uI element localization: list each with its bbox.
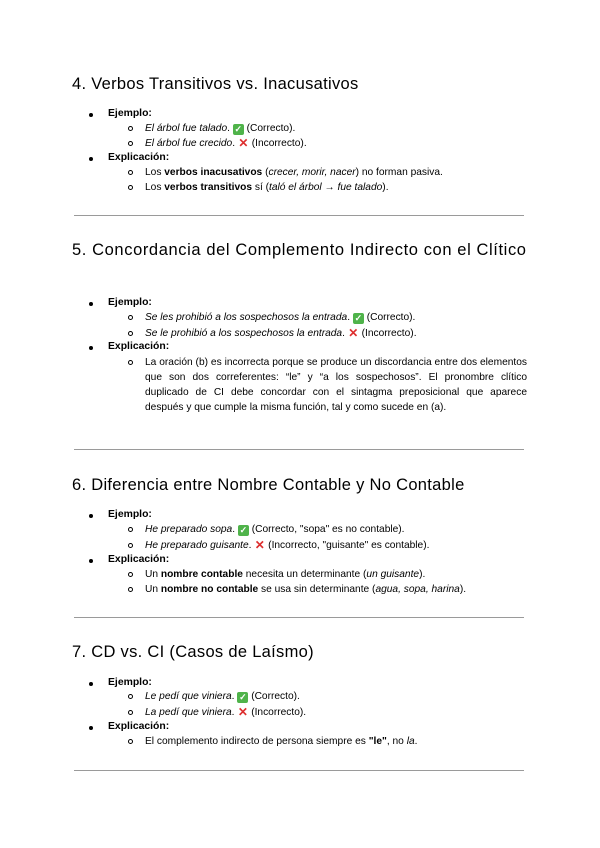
- example-sentence: Le pedí que viniera: [145, 691, 232, 702]
- text: se usa sin determinante (: [258, 584, 376, 595]
- text: , no: [386, 736, 407, 747]
- explicacion-label: Explicación:: [108, 341, 170, 352]
- text: Un: [145, 584, 161, 595]
- example-sentence: He preparado sopa: [145, 524, 233, 535]
- document-page: 4. Verbos Transitivos vs. Inacusativos Ejemplo: El árbol fue talado. ✓ (Correcto). El árbol fue crecido. ✕ (Incorrecto). Explicación: Los verbos inacusativos (crecer, morir, nacer) no forman pasiva. Los verbos transitivos sí (taló el árbol → fue talado). 5. Concordancia del Complemento Indirecto con el Clítico Ejemplo: Se les prohibió a los sospechosos la entrada. ✓ (Correcto). Se le prohibió a los sospechosos la entrada. ✕ (Incorrecto). Explicación: La oración (b) es incorrecta porque se produce un discordancia entre dos elementos que son dos correferentes: “le” y “a los sospechosos”. El pronombre clítico duplicado de CI debe concordar con el sintagma preposicional que aparece después y que cumple la misma función, tal y como sucede en (a). 6. Diferencia entre Nombre Contable y No Contable Ejemplo: He preparado sopa. ✓ (Correcto, "sopa" es no contable). He preparado guisante. ✕ (Incorrecto, "guisante" es contable). Explicación: Un nombre contable necesita un determinante (un guisante). Un nombre no contable se usa sin determinante (agua, sopa, harina). 7. CD vs. CI (Casos de Laísmo) Ejemplo: Le pedí que viniera. ✓ (Correcto). La pedí que viniera. ✕ (Incorrecto). Explicación: El complemento indirecto de persona siempre es "le", no la.: [0, 0, 600, 848]
- bullet: [89, 346, 93, 350]
- italic-text: la: [406, 736, 415, 747]
- check-mark-icon: ✓: [354, 313, 363, 323]
- sub-bullet: [128, 360, 133, 365]
- ejemplo-label: Ejemplo:: [108, 677, 152, 688]
- ejemplo-label: Ejemplo:: [108, 108, 152, 119]
- text: ) no forman pasiva.: [355, 167, 443, 178]
- check-mark-icon: ✓: [234, 124, 243, 134]
- example-sentence: Se le prohibió a los sospechosos la entrada: [145, 328, 343, 339]
- text: El complemento indirecto de persona siempre es: [145, 736, 369, 747]
- text: Los: [145, 167, 165, 178]
- explicacion-label: Explicación:: [108, 152, 170, 163]
- divider: [74, 770, 524, 771]
- example-note: (Correcto).: [246, 123, 296, 134]
- ejemplo-label: Ejemplo:: [108, 297, 152, 308]
- section-title: 6. Diferencia entre Nombre Contable y No Contable: [72, 476, 465, 494]
- text: ).: [382, 182, 389, 193]
- text: necesita un determinante (: [242, 569, 367, 580]
- divider: [74, 617, 524, 618]
- example-note: (Incorrecto).: [361, 328, 417, 339]
- sub-bullet: [128, 141, 133, 146]
- text: ).: [459, 584, 467, 595]
- bold-term: verbos inacusativos: [164, 167, 263, 178]
- divider: [74, 215, 524, 216]
- example-note: (Incorrecto, "guisante" es contable).: [268, 540, 430, 551]
- example-note: (Correcto, "sopa" es no contable).: [251, 524, 405, 535]
- sub-bullet: [128, 185, 133, 190]
- text: (: [262, 167, 269, 178]
- cross-mark-icon: ✕: [348, 326, 359, 340]
- bullet: [89, 559, 93, 563]
- example-sentence: El árbol fue talado: [145, 123, 228, 134]
- text: Los: [145, 182, 165, 193]
- example-note: (Incorrecto).: [251, 138, 307, 149]
- sub-bullet: [128, 587, 133, 592]
- sub-bullet: [128, 331, 133, 336]
- italic-text: un guisante: [366, 569, 420, 580]
- bullet: [89, 514, 93, 518]
- bold-term: nombre contable: [160, 569, 243, 580]
- italic-text: crecer, morir, nacer: [268, 167, 356, 178]
- explanation-paragraph: La oración (b) es incorrecta porque se produce un discordancia entre dos elementos que son dos correferentes: “le” y “a los sospechosos”. El pronombre clítico duplicado de CI debe concordar con el sintagma preposicional que aparece después y que cumple la misma función, tal y como sucede en (a).: [145, 357, 527, 413]
- cross-mark-icon: ✕: [238, 136, 249, 150]
- bold-term: verbos transitivos: [164, 182, 253, 193]
- italic-text: taló el árbol → fue talado: [269, 182, 383, 193]
- bullet: [89, 113, 93, 117]
- sub-bullet: [128, 572, 133, 577]
- bullet: [89, 302, 93, 306]
- sub-bullet: [128, 543, 133, 548]
- cross-mark-icon: ✕: [254, 538, 265, 552]
- sub-bullet: [128, 170, 133, 175]
- text: ).: [419, 569, 426, 580]
- text: Un: [145, 569, 161, 580]
- example-note: (Correcto).: [251, 691, 300, 702]
- explicacion-label: Explicación:: [108, 721, 170, 732]
- cross-mark-icon: ✕: [237, 705, 248, 719]
- example-sentence: He preparado guisante: [145, 540, 249, 551]
- sub-bullet: [128, 710, 133, 715]
- example-note: (Correcto).: [366, 312, 416, 323]
- section-title: 4. Verbos Transitivos vs. Inacusativos: [72, 75, 359, 93]
- check-mark-icon: ✓: [239, 525, 248, 535]
- explicacion-label: Explicación:: [108, 554, 170, 565]
- example-sentence: El árbol fue crecido: [145, 138, 233, 149]
- section-title: 5. Concordancia del Complemento Indirecto con el Clítico: [72, 241, 527, 259]
- example-note: (Incorrecto).: [251, 707, 307, 718]
- sub-bullet: [128, 315, 133, 320]
- sub-bullet: [128, 126, 133, 131]
- example-sentence: Se les prohibió a los sospechosos la entrada: [145, 312, 348, 323]
- divider: [74, 449, 524, 450]
- section-title: 7. CD vs. CI (Casos de Laísmo): [72, 643, 314, 661]
- example-sentence: La pedí que viniera: [145, 707, 232, 718]
- sub-bullet: [128, 694, 133, 699]
- bold-term: nombre no contable: [160, 584, 259, 595]
- bold-term: "le": [368, 736, 387, 747]
- bullet: [89, 682, 93, 686]
- text: .: [414, 736, 418, 747]
- sub-bullet: [128, 739, 133, 744]
- ejemplo-label: Ejemplo:: [108, 509, 152, 520]
- sub-bullet: [128, 527, 133, 532]
- italic-text: agua, sopa, harina: [375, 584, 460, 595]
- bullet: [89, 726, 93, 730]
- bullet: [89, 157, 93, 161]
- text: sí (: [252, 182, 270, 193]
- check-mark-icon: ✓: [239, 692, 247, 702]
